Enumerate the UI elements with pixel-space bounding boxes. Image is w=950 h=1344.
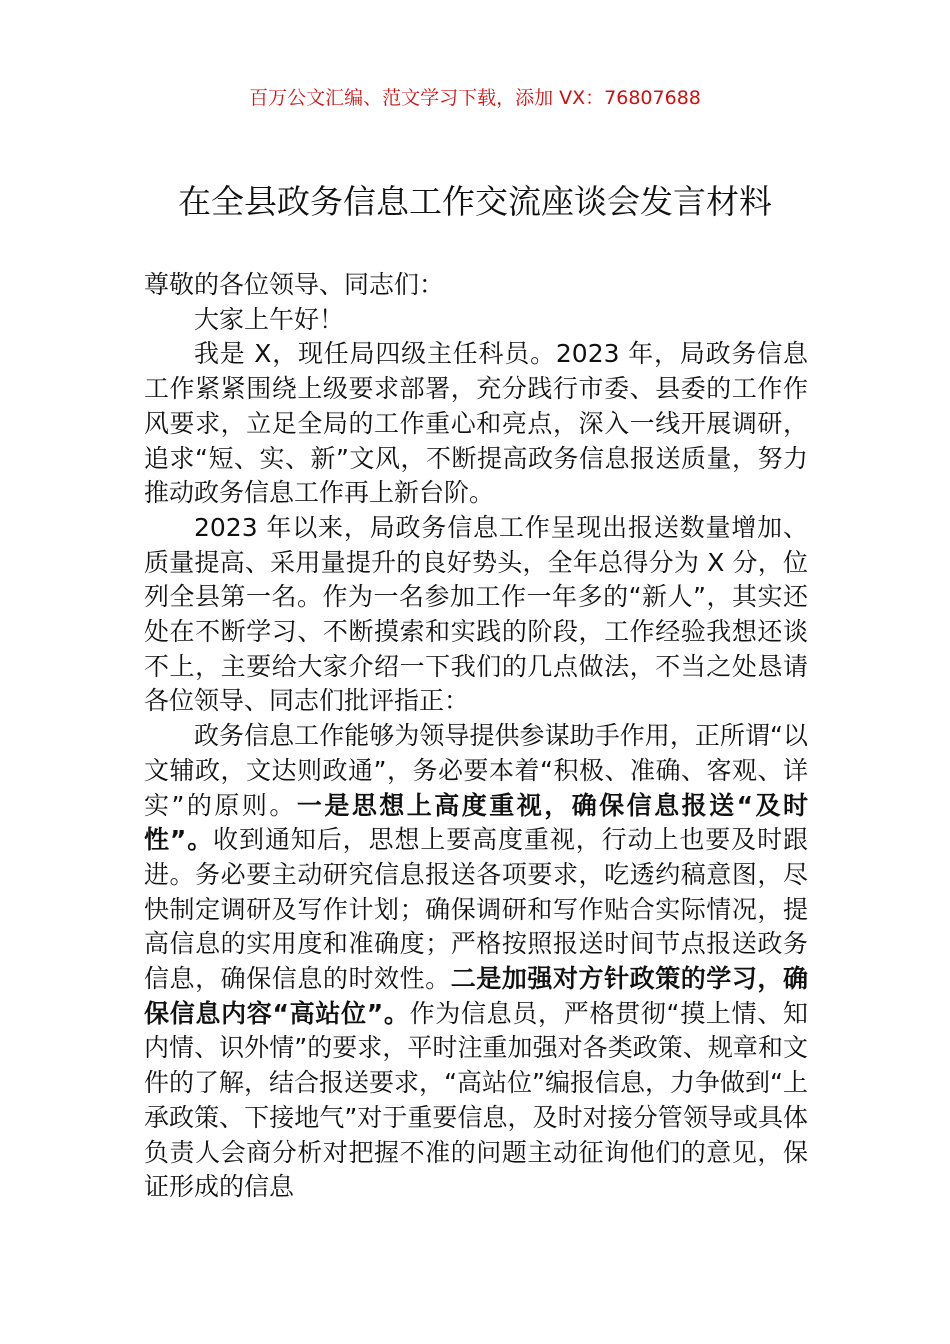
point-1-heading: 一是思想上高度重视，确保信息报送“及时性”。 <box>144 790 808 855</box>
point-1-text: 收到通知后，思想上要高度重视，行动上也要及时跟进。务必要主动研究信息报送各项要求，吃透约稿意图，尽快制定调研及写作计划；确保调研和写作贴合实际情况，提高信息的实用度和准确度；严格按照报送时间节点报送政务信息，确保信息的时效性。 <box>144 825 808 994</box>
point-2-text: 作为信息员，严格贯彻“摸上情、知内情、识外情”的要求，平时注重加强对各类政策、规章和文件的了解，结合报送要求，“高站位”编报信息，力争做到“上承政策、下接地气”对于重要信息，及时对接分管领导或具体负责人会商分析对把握不准的问题主动征询他们的意见，保证形成的信息 <box>144 998 808 1202</box>
practices-intro: 政务信息工作能够为领导提供参谋助手作用，正所谓“以文辅政，文达则政通”，务必要本着“积极、准确、客观、详实”的原则。 <box>144 721 808 820</box>
greeting: 大家上午好！ <box>194 304 345 334</box>
header-note: 百万公文汇编、范文学习下载，添加 VX：76807688 <box>249 87 701 109</box>
document-body <box>144 268 808 1205</box>
salutation: 尊敬的各位领导、同志们： <box>144 270 445 299</box>
paragraph-intro-self: 我是 X，现任局四级主任科员。2023 年，局政务信息工作紧紧围绕上级要求部署，充分践行市委、县委的工作作风要求，立足全局的工作重心和亮点，深入一线开展调研，追求“短、实、新”文风，不断提高政务信息报送质量，努力推动政务信息工作再上新台阶。 <box>144 339 808 508</box>
point-2-heading: 二是加强对方针政策的学习，确保信息内容“高站位”。 <box>144 964 808 1028</box>
document-title: 在全县政务信息工作交流座谈会发言材料 <box>178 182 772 221</box>
paragraph-achievements: 2023 年以来，局政务信息工作呈现出报送数量增加、质量提高、采用量提升的良好势头，全年总得分为 X 分，位列全县第一名。作为一名参加工作一年多的“新人”，其实还处在不断学习、不断摸索和实践的阶段，工作经验我想还谈不上，主要给大家介绍一下我们的几点做法，不当之处恳请各位领导、同志们批评指正： <box>144 512 808 716</box>
paragraph-practices <box>144 719 808 1205</box>
